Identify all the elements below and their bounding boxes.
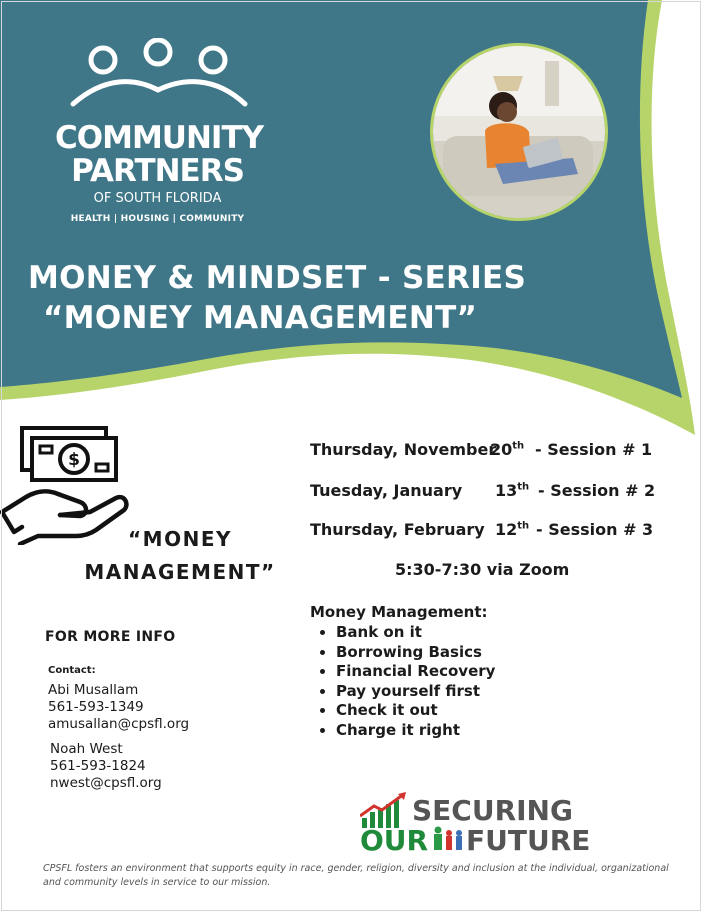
session-label: - Session # 2 — [538, 481, 656, 500]
topics-title: Money Management: — [310, 603, 488, 621]
org-name-line1: COMMUNITY — [55, 120, 264, 156]
our-word: OUR — [360, 824, 429, 852]
session-date: 12th — [495, 520, 530, 539]
contact-name: Abi Musallam — [48, 682, 139, 698]
contact-label: Contact: — [48, 665, 96, 676]
headline-line2: “MONEY MANAGEMENT” — [43, 300, 478, 336]
topic-item: • Charge it right — [336, 721, 495, 741]
section-heading-line2: MANAGEMENT” — [84, 560, 276, 584]
section-heading — [75, 523, 285, 589]
session-day: Tuesday, January — [310, 481, 463, 500]
contact-email[interactable]: nwest@cpsfl.org — [50, 775, 162, 791]
session-time: 5:30-7:30 via Zoom — [395, 560, 570, 579]
headline-line1: MONEY & MINDSET - SERIES — [28, 260, 527, 296]
session-label: - Session # 3 — [536, 520, 654, 539]
org-name-line2: PARTNERS — [71, 153, 244, 189]
session-day: Thursday, November — [310, 440, 497, 459]
session-date: 20th — [490, 440, 525, 459]
session-row — [310, 440, 653, 459]
topics-list — [310, 603, 495, 741]
topic-item: • Financial Recovery — [336, 662, 495, 682]
contact-phone[interactable]: 561-593-1824 — [50, 758, 146, 774]
footer-statement: CPSFL fosters an environment that supports equity in race, gender, religion, diversity and inclusion at the individual, organizational and community levels in service to our mission. — [43, 863, 669, 888]
topic-item: • Pay yourself first — [336, 682, 495, 702]
org-subname: OF SOUTH FLORIDA — [93, 191, 222, 206]
contact-card — [50, 741, 162, 792]
contact-name: Noah West — [50, 741, 123, 757]
contact-email[interactable]: amusallan@cpsfl.org — [48, 716, 190, 732]
session-day: Thursday, February — [310, 520, 485, 539]
securing-word: SECURING — [412, 794, 573, 827]
people-icon — [55, 38, 260, 113]
svg-text:$: $ — [68, 450, 80, 470]
session-row — [310, 481, 656, 500]
org-logo — [55, 38, 264, 224]
contact-phone[interactable]: 561-593-1349 — [48, 699, 144, 715]
info-heading: FOR MORE INFO — [45, 629, 176, 645]
securing-our-future-logo — [360, 792, 610, 852]
contact-card — [48, 682, 189, 733]
session-label: - Session # 1 — [535, 440, 653, 459]
org-tagline: HEALTH | HOUSING | COMMUNITY — [70, 214, 245, 224]
topic-item: • Check it out — [336, 701, 495, 721]
future-word: FUTURE — [466, 824, 591, 852]
topic-item: • Bank on it — [336, 623, 495, 643]
headline — [28, 258, 526, 338]
session-date: 13th — [495, 481, 530, 500]
topic-item: • Borrowing Basics — [336, 643, 495, 663]
session-row — [310, 520, 654, 539]
woman-laptop-photo — [430, 43, 608, 221]
section-heading-line1: “MONEY — [128, 527, 232, 551]
